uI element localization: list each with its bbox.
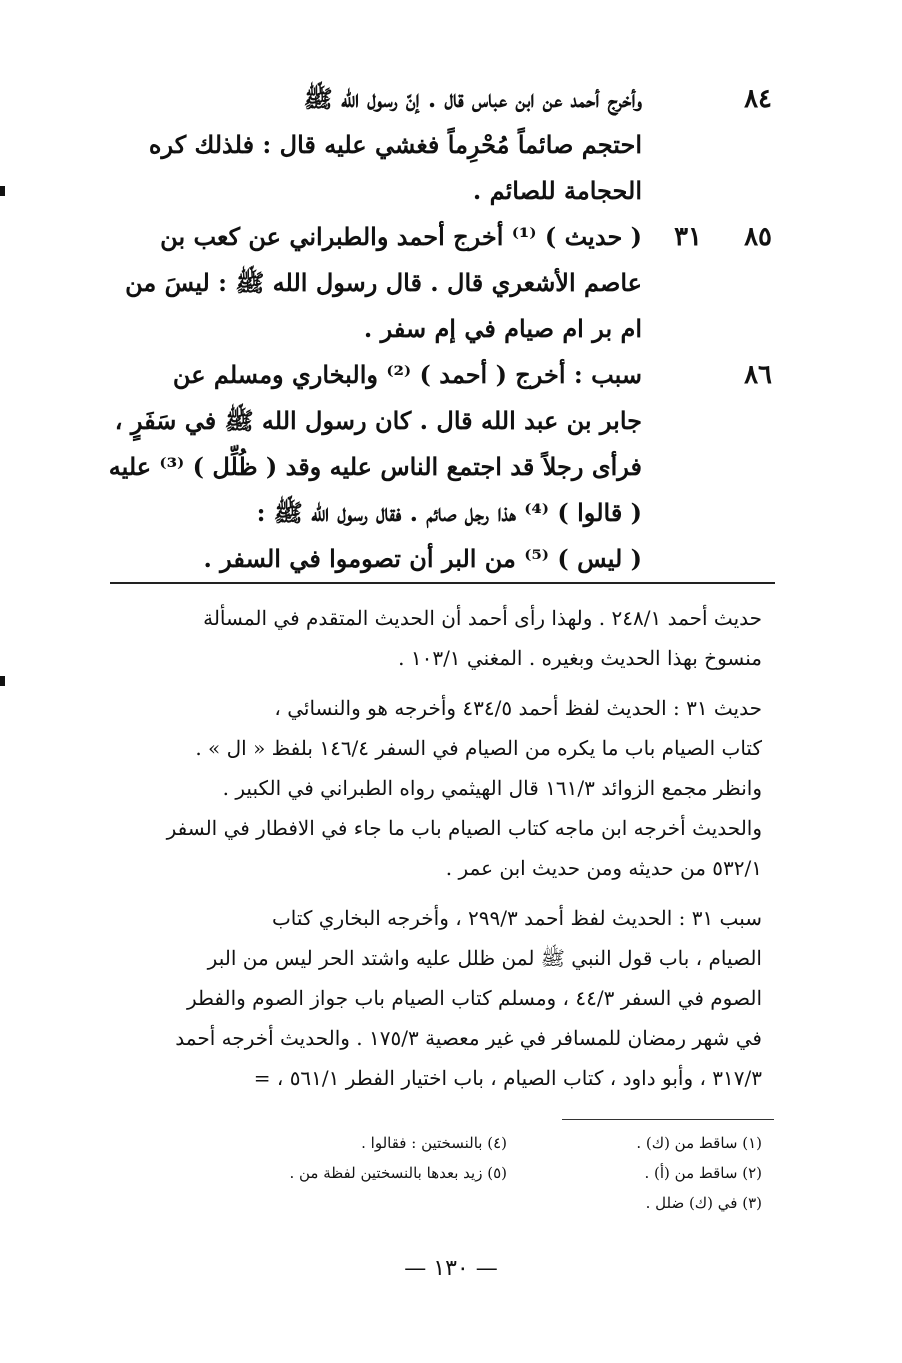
commentary-line: ٥٣٢/١ من حديثه ومن حديث ابن عمر . <box>445 856 762 880</box>
entry-number: ٨٦ <box>744 360 772 390</box>
entry-text <box>108 352 642 582</box>
page-number: — ١٣٠ — <box>404 1256 498 1281</box>
entry-text <box>127 214 642 352</box>
main-divider <box>110 582 775 584</box>
text-line: ( ليس ) ⁽⁵⁾ من البر أن تصوموا في السفر . <box>203 544 642 573</box>
commentary-line: والحديث أخرجه ابن ماجه كتاب الصيام باب ما جاء في الافطار في السفر <box>166 816 762 840</box>
entry-hadith-number: ٣١ <box>674 222 702 252</box>
text-line: ( قالوا ) ⁽⁴⁾ هذا رجل صائم . فقال رسول الله ﷺ : <box>256 498 642 527</box>
entry-84 <box>132 76 772 216</box>
footnotes-column-left <box>207 1128 507 1188</box>
entry-text <box>127 76 642 214</box>
footnote: (١) ساقط من (ك) . <box>636 1134 762 1152</box>
entry-number: ٨٤ <box>744 84 772 114</box>
footnote: (٤) بالنسختين : فقالوا . <box>361 1134 507 1152</box>
scan-margin-mark <box>0 676 5 686</box>
commentary-paragraph-2 <box>122 688 762 888</box>
text-line: سبب : أخرج ( أحمد ) ⁽²⁾ والبخاري ومسلم عن <box>172 360 642 389</box>
footnotes-column-right <box>532 1128 762 1218</box>
commentary-paragraph-3 <box>122 898 762 1098</box>
entry-86 <box>108 352 772 582</box>
footnote: (٣) في (ك) ضلل . <box>645 1194 762 1212</box>
text-line: جابر بن عبد الله قال . كان رسول الله ﷺ في سَفَرٍ ، <box>114 406 642 435</box>
commentary-line: سبب ٣١ : الحديث لفظ أحمد ٢٩٩/٣ ، وأخرجه البخاري كتاب <box>271 906 762 930</box>
scan-margin-mark <box>0 186 5 196</box>
footnote: (٢) ساقط من (أ) . <box>644 1164 762 1182</box>
commentary-line: في شهر رمضان للمسافر في غير معصية ١٧٥/٣ . والحديث أخرجه أحمد <box>175 1026 762 1050</box>
commentary-paragraph-1 <box>122 598 762 678</box>
commentary-line: حديث ٣١ : الحديث لفظ أحمد ٤٣٤/٥ وأخرجه هو والنسائي ، <box>274 696 762 720</box>
commentary-line: ٣١٧/٣ ، وأبو داود ، كتاب الصيام ، باب اختيار الفطر ٥٦١/١ ، = <box>253 1066 762 1090</box>
commentary-line: الصوم في السفر ٤٤/٣ ، ومسلم كتاب الصيام باب جواز الصوم والفطر <box>186 986 762 1010</box>
text-line: ( حديث ) ⁽¹⁾ أخرج أحمد والطبراني عن كعب بن <box>160 222 642 251</box>
text-line: احتجم صائماً مُحْرِماً فغشي عليه قال : فلذلك كره <box>148 130 642 159</box>
text-line: عاصم الأشعري قال . قال رسول الله ﷺ : ليسَ من <box>125 268 642 297</box>
text-line: فرأى رجلاً قد اجتمع الناس عليه وقد ( ظُلِّل ) ⁽³⁾ عليه <box>108 452 642 481</box>
footnote-divider <box>562 1119 774 1120</box>
commentary-line: كتاب الصيام باب ما يكره من الصيام في السفر ١٤٦/٤ بلفظ « ال » . <box>195 736 762 760</box>
commentary-line: حديث أحمد ٢٤٨/١ . ولهذا رأى أحمد أن الحديث المتقدم في المسألة <box>203 606 762 630</box>
text-line: ام بر ام صيام في إم سفر . <box>363 314 642 343</box>
entry-85 <box>125 214 772 354</box>
footnote: (٥) زيد بعدها بالنسختين لفظة من . <box>289 1164 507 1182</box>
text-line: الحجامة للصائم . <box>472 176 642 205</box>
commentary-line: الصيام ، باب قول النبي ﷺ لمن ظلل عليه واشتد الحر ليس من البر <box>207 946 762 970</box>
entry-number: ٨٥ <box>744 222 772 252</box>
commentary-line: وانظر مجمع الزوائد ١٦١/٣ قال الهيثمي رواه الطبراني في الكبير . <box>222 776 762 800</box>
commentary-line: منسوخ بهذا الحديث وبغيره . المغني ١٠٣/١ . <box>398 646 762 670</box>
text-line: وأخرج أحمد عن ابن عباس قال . إنّ رسول الله ﷺ <box>303 84 642 113</box>
